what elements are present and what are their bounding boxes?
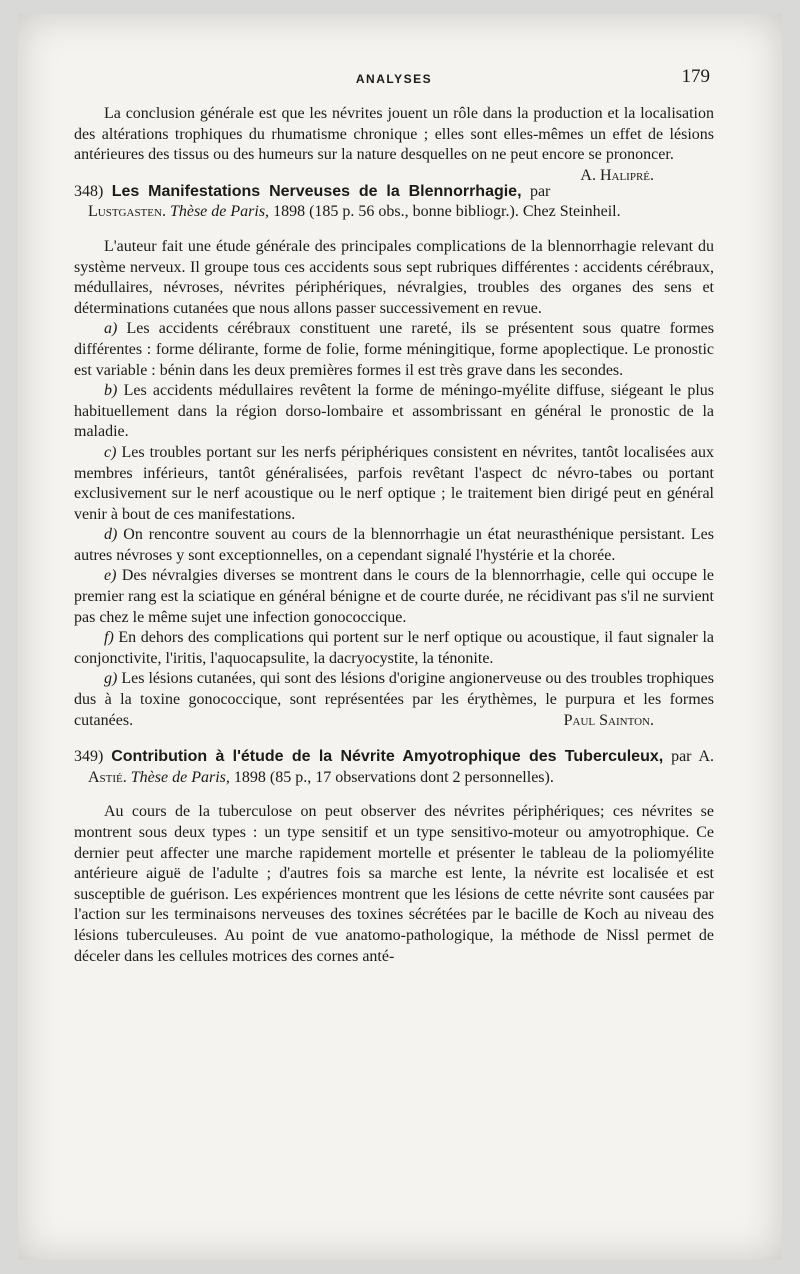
item-letter: f) <box>104 629 114 647</box>
item-text: Les lésions cutanées, qui sont des lésions d'origine angionerveuse ou des troubles trophiques dus à la toxine gonococcique, sont représentées par les érythèmes, le purpura et les formes cutanées. <box>74 670 715 729</box>
item-text: Des névralgies diverses se montrent dans le cours de la blennorrhagie, celle qui occupe le premier rang est la sciatique en général bénigne et de courte durée, ne récidivant pas s'il ne survient pas chez le même sujet une infection gonococcique. <box>74 567 715 626</box>
entry-349-number: 349) <box>74 748 104 766</box>
intro-text: La conclusion générale est que les névrites jouent un rôle dans la production et la localisation des altérations trophiques du rhumatisme chronique ; elles sont elles-mêmes un effet de lésions antérieures des tissus ou des humeurs sur la nature desquelles on ne peut encore se prononcer. <box>74 105 714 164</box>
page <box>18 14 782 1260</box>
entry-348-title: Les Manifestations Nerveuses de la Blennorrhagie, <box>111 182 522 200</box>
entry-349-thesis: Thèse de Paris, <box>130 768 230 786</box>
body-348-item-c <box>74 443 714 525</box>
entry-348-number: 348) <box>74 182 104 200</box>
item-letter: e) <box>104 567 117 585</box>
item-text: Les troubles portant sur les nerfs périphériques consistent en névrites, tantôt localisées aux membres inférieurs, tantôt généralisées, parfois revêtant l'aspect dc névro-tabes ou portant exclusivement sur le nerf acoustique ou le nerf optique ; le traitement bien dirigé peut en général venir à bout de ces manifestations. <box>74 443 714 523</box>
item-text: On rencontre souvent au cours de la blennorrhagie un état neurasthénique persistant. Les autres névroses y sont exceptionnelles, on a cependant signalé l'hystérie et la chorée. <box>74 526 715 564</box>
body-348-item-f <box>74 628 714 669</box>
body-348-item-d <box>74 525 714 566</box>
item-letter: g) <box>104 670 118 688</box>
item-letter: a) <box>104 320 118 338</box>
entry-349-details: 1898 (85 p., 17 observations dont 2 personnelles). <box>233 768 554 786</box>
item-text: En dehors des complications qui portent sur le nerf optique ou acoustique, il faut signaler la conjonctivite, l'iritis, l'aquocapsulite, la dacryocystite, la ténonite. <box>74 629 715 667</box>
page-number: 179 <box>681 66 710 87</box>
item-letter: c) <box>104 443 117 461</box>
entry-349-by: par A. <box>671 748 715 766</box>
entry-349-author: Astié. <box>88 768 127 786</box>
entry-348-thesis: Thèse de Paris, <box>169 203 270 221</box>
running-title: ANALYSES <box>355 72 433 86</box>
item-text: Les accidents cérébraux constituent une rareté, ils se présentent sous quatre formes différentes : forme délirante, forme de folie, forme méningitique, forme apoplectique. Le pronostic est variable : bénin dans les deux premières formes il est très grave dans les secondes. <box>74 320 714 379</box>
intro-paragraph <box>74 104 714 184</box>
body-348-item-b <box>74 381 714 443</box>
body-348-intro: L'auteur fait une étude générale des principales complications de la blennorrhagie relevant du système nerveux. Il groupe tous ces accidents sous sept rubriques différentes : accidents cérébraux, médullaires, névroses, névrites périphériques, névralgies, troubles des organes des sens et déterminations cutanées que nous allons passer successivement en revue. <box>74 237 714 317</box>
entry-349-title: Contribution à l'étude de la Névrite Amyotrophique des Tuberculeux, <box>111 748 664 766</box>
entry-349-heading <box>74 747 714 788</box>
entry-348-by: par <box>529 182 551 200</box>
item-letter: d) <box>104 526 118 544</box>
entry-349 <box>74 747 714 788</box>
entry-348-details: 1898 (185 p. 56 obs., bonne bibliogr.). Chez Steinheil. <box>273 203 621 221</box>
body-348-item-a <box>74 319 714 381</box>
body-348-item-g <box>74 669 714 731</box>
item-letter: b) <box>104 382 118 400</box>
intro-signature: A. Halipré. <box>580 166 654 184</box>
entry-348 <box>74 182 714 223</box>
entry-348-heading <box>74 182 714 223</box>
body-348-signature: Paul Sainton. <box>563 711 654 729</box>
running-header <box>74 66 714 94</box>
item-text: Les accidents médullaires revêtent la forme de méningo-myélite diffuse, siégeant le plus habituellement dans la région dorso-lombaire et assombrissant en général le pronostic de la maladie. <box>74 382 714 441</box>
page-content <box>74 66 714 967</box>
body-348-item-e <box>74 566 714 628</box>
body-349-text: Au cours de la tuberculose on peut observer des névrites périphériques; ces névrites se montrent sous deux types : un type sensitif et un type sensitivo-moteur ou amyotrophique. Ce dernier peut affecter une marche rapidement mortelle et présenter le tableau de la poliomyélite antérieure aiguë de l'adulte ; d'autres fois sa marche est lente, la névrite est localisée et est susceptible de guérison. Les expériences montrent que les lésions de cette névrite sont causées par l'action sur les terminaisons nerveuses des toxines sécrétées par le bacille de Koch au niveau des lésions tuberculeuses. Au point de vue anatomo-pathologique, la méthode de Nissl permet de déceler dans les cellules motrices des cornes anté- <box>74 803 714 965</box>
entry-348-author: Lustgasten. <box>88 203 166 221</box>
